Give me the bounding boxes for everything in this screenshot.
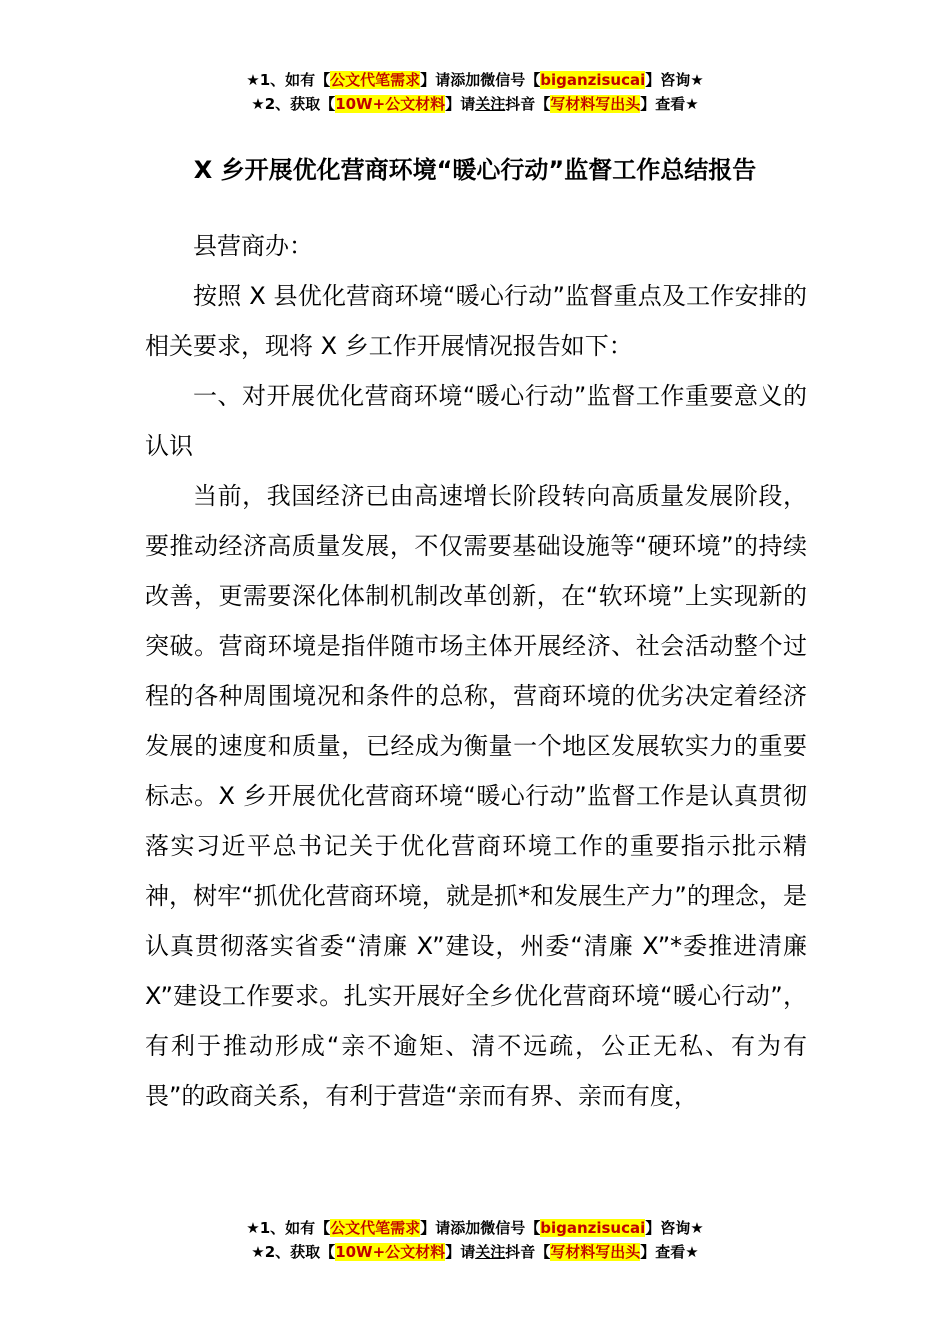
banner-line-1: ★1、如有【公文代笔需求】请添加微信号【biganzisucai】咨询★ (246, 1219, 704, 1237)
highlight-materials: 10W+公文材料 (335, 95, 446, 113)
header-banner (0, 68, 950, 116)
underline-follow: 关注 (475, 1243, 506, 1261)
section-heading-1: 一、对开展优化营商环境“暖心行动”监督工作重要意义的认识 (145, 382, 807, 460)
banner-line-2: ★2、获取【10W+公文材料】请关注抖音【写材料写出头】查看★ (251, 95, 699, 113)
highlight-ghostwriting: 公文代笔需求 (330, 1219, 421, 1237)
paragraph-intro: 按照 X 县优化营商环境“暖心行动”监督重点及工作安排的相关要求，现将 X 乡工作开展情况报告如下： (145, 282, 807, 360)
highlight-wechat-id: biganzisucai (540, 1219, 646, 1237)
highlight-ghostwriting: 公文代笔需求 (330, 71, 421, 89)
highlight-materials: 10W+公文材料 (335, 1243, 446, 1261)
highlight-wechat-id: biganzisucai (540, 71, 646, 89)
underline-follow: 关注 (475, 95, 506, 113)
highlight-douyin-account: 写材料写出头 (550, 95, 641, 113)
footer-banner (0, 1216, 950, 1264)
paragraph-body-1: 当前，我国经济已由高速增长阶段转向高质量发展阶段，要推动经济高质量发展，不仅需要基础设施等“硬环境”的持续改善，更需要深化体制机制改革创新，在“软环境”上实现新的突破。营商环境是指伴随市场主体开展经济、社会活动整个过程的各种周围境况和条件的总称，营商环境的优劣决定着经济发展的速度和质量，已经成为衡量一个地区发展软实力的重要标志。X 乡开展优化营商环境“暖心行动”监督工作是认真贯彻落实习近平总书记关于优化营商环境工作的重要指示批示精神，树牢“抓优化营商环境，就是抓*和发展生产力”的理念，是认真贯彻落实省委“清廉 X”建设，州委“清廉 X”*委推进清廉 X”建设工作要求。扎实开展好全乡优化营商环境“暖心行动”，有利于推动形成“亲不逾矩、清不远疏，公正无私、有为有畏”的政商关系，有利于营造“亲而有界、亲而有度， (145, 482, 807, 1110)
salutation: 县营商办： (193, 232, 313, 260)
document-title: X 乡开展优化营商环境“暖心行动”监督工作总结报告 (193, 156, 757, 184)
highlight-douyin-account: 写材料写出头 (550, 1243, 641, 1261)
document-body (145, 221, 807, 1121)
banner-line-2: ★2、获取【10W+公文材料】请关注抖音【写材料写出头】查看★ (251, 1243, 699, 1261)
banner-line-1: ★1、如有【公文代笔需求】请添加微信号【biganzisucai】咨询★ (246, 71, 704, 89)
